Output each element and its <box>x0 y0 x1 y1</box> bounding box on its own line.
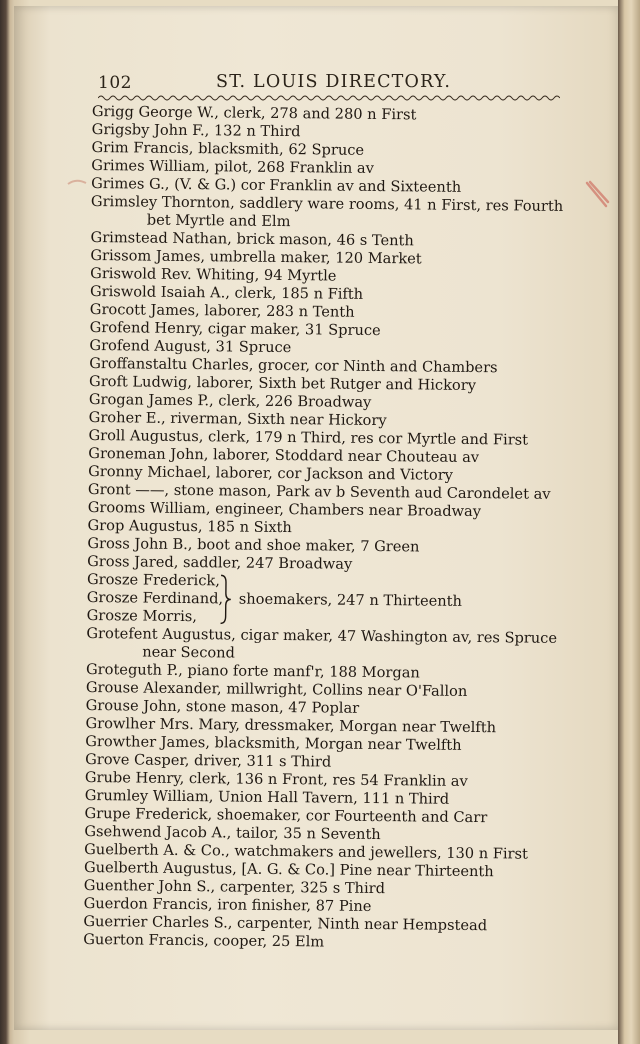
wavy-rule <box>98 94 560 102</box>
page-number: 102 <box>98 73 132 93</box>
list-item: Grouse John, stone mason, 47 Poplar <box>85 696 360 717</box>
list-item: Guelberth Augustus, [A. G. & Co.] Pine near Thirteenth <box>83 858 494 881</box>
list-item: Groher E., riverman, Sixth near Hickory <box>88 408 387 430</box>
list-item: Groteguth P., piano forte manf'r, 188 Morgan <box>85 660 420 682</box>
list-item: Grim Francis, blacksmith, 62 Spruce <box>91 138 365 159</box>
list-item: Gront ——, stone mason, Park av b Seventh aud Carondelet av <box>87 480 551 503</box>
list-item: Grimes William, pilot, 268 Franklin av <box>91 156 375 177</box>
list-item: Groffanstaltu Charles, grocer, cor Ninth and Chambers <box>89 354 498 377</box>
running-head: ST. LOUIS DIRECTORY. <box>216 72 452 92</box>
list-item: Guerrier Charles S., carpenter, Ninth near Hempstead <box>83 912 488 935</box>
list-item: Grissom James, umbrella maker, 120 Market <box>90 246 422 268</box>
list-item: Grube Henry, clerk, 136 n Front, res 54 Franklin av <box>84 768 468 790</box>
braced-name: Grosze Frederick, <box>86 570 220 590</box>
list-item: Groft Ludwig, laborer, Sixth bet Rutger and Hickory <box>88 372 477 395</box>
page-edge <box>618 0 640 1044</box>
list-item: Grigsby John F., 132 n Third <box>91 120 301 141</box>
list-item: Griswold Rev. Whiting, 94 Myrtle <box>90 264 337 285</box>
braced-trade: shoemakers, 247 n Thirteenth <box>238 590 463 610</box>
list-item: Grouse Alexander, millwright, Collins near O'Fallon <box>85 678 468 700</box>
list-item: Grimsley Thornton, saddlery ware rooms, 41 n First, res Fourth <box>90 192 564 215</box>
list-item-continuation: bet Myrtle and Elm <box>146 211 291 231</box>
list-item: Grogan James P., clerk, 226 Broadway <box>88 390 372 411</box>
list-item: Gross Jared, saddler, 247 Broadway <box>87 552 353 573</box>
list-item: Guenther John S., carpenter, 325 s Third <box>83 876 386 898</box>
list-item: Gsehwend Jacob A., tailor, 35 n Seventh <box>84 822 381 844</box>
curly-brace-icon <box>219 574 234 624</box>
list-item: Grigg George W., clerk, 278 and 280 n First <box>91 103 417 124</box>
list-item: Gronny Michael, laborer, cor Jackson and Victory <box>88 462 454 484</box>
directory-entries <box>83 103 572 954</box>
list-item: Grocott James, laborer, 283 n Tenth <box>89 300 355 321</box>
braced-entry-group <box>87 571 568 630</box>
list-item: Grove Casper, driver, 311 s Third <box>85 750 332 771</box>
list-item: Grop Augustus, 185 n Sixth <box>87 516 292 537</box>
list-item: Guerdon Francis, iron finisher, 87 Pine <box>83 894 372 915</box>
list-item: Guerton Francis, cooper, 25 Elm <box>83 930 325 951</box>
list-item: Grotefent Augustus, cigar maker, 47 Washington av, res Spruce <box>86 624 558 647</box>
list-item: Grooms William, engineer, Chambers near Broadway <box>87 498 482 521</box>
braced-name: Grosze Morris, <box>86 606 198 626</box>
list-item: Grimes G., (V. & G.) cor Franklin av and Sixteenth <box>91 174 462 196</box>
list-item: Growther James, blacksmith, Morgan near Twelfth <box>85 732 462 754</box>
list-item: Guelberth A. & Co., watchmakers and jewellers, 130 n First <box>84 840 529 863</box>
list-item: Groneman John, laborer, Stoddard near Chouteau av <box>88 444 480 467</box>
list-item: Growlher Mrs. Mary, dressmaker, Morgan near Twelfth <box>85 714 497 737</box>
braced-names <box>87 571 228 626</box>
list-item-continuation: near Second <box>142 643 236 662</box>
list-item: Gross John B., boot and shoe maker, 7 Green <box>87 534 420 556</box>
list-item: Grofend Henry, cigar maker, 31 Spruce <box>89 318 381 340</box>
list-item: Griswold Isaiah A., clerk, 185 n Fifth <box>89 282 364 303</box>
list-item: Groll Augustus, clerk, 179 n Third, res cor Myrtle and First <box>88 426 529 449</box>
list-item: Grumley William, Union Hall Tavern, 111 n Third <box>84 786 450 808</box>
list-item: Grofend August, 31 Spruce <box>89 336 292 357</box>
list-item: Grimstead Nathan, brick mason, 46 s Tenth <box>90 228 414 250</box>
braced-name: Grosze Ferdinand, <box>86 588 224 608</box>
list-item: Grupe Frederick, shoemaker, cor Fourteenth and Carr <box>84 804 488 827</box>
